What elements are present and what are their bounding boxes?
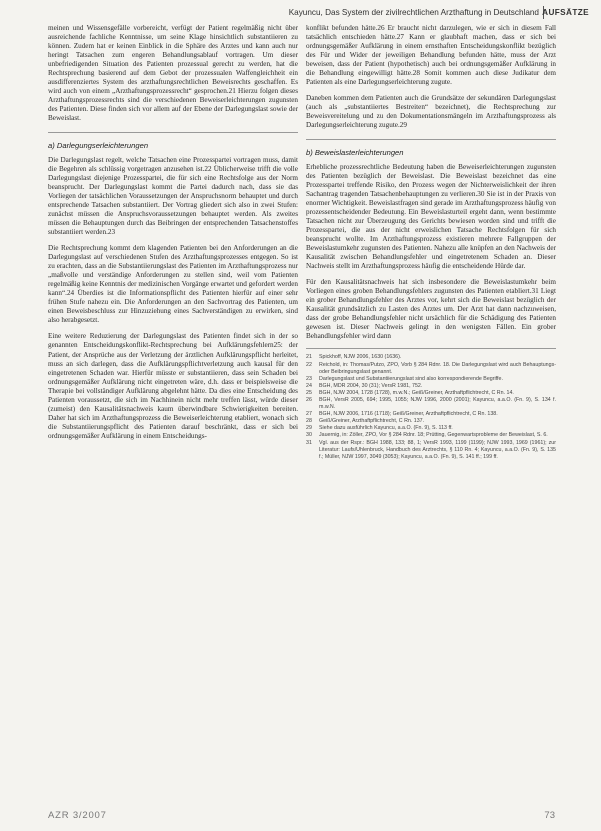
paragraph: Eine weitere Reduzierung der Darlegungslast des Patienten findet sich in der so genannten Entscheidungskonflikt-Rechtsprechung bei Aufklärungsfehlern25: der Patient, der Ansprüche aus der Verletzung der ärztlichen Aufklärungspflicht herleitet, muss an sich darlegen, dass die Aufklärungspflichtverletzung auch kausal für den eingetretenen Schaden war. Hierfür müsste er substantiieren, dass sein Schaden bei ordnungsgemäßer Aufklärung nicht eingetreten wäre, d.h. dass er beispielsweise die Therapie bei vollständiger Aufklärung abgelehnt hätte. Da dies eine Entscheidung des Patienten voraussetzt, die sich im Nachhinein nicht mehr treffen lässt, würde dieser (zumeist) den Kausalitätsnachweis kaum überwindbare Schwierigkeiten bereiten. Daher hat sich im Arzthaftungsprozess die Beweiserleichterung etabliert, wonach sich die Substantiierungspflicht des Patienten darauf beschränkt, dass er sich bei ordnungsgemäßer Aufklärung in einem Entscheidungs- <box>48 332 298 440</box>
footnote <box>306 418 556 425</box>
divider <box>306 139 556 140</box>
footnote-number: 30 <box>306 432 312 439</box>
section-heading-a: a) Darlegungserleichterungen <box>48 140 149 150</box>
footnote <box>306 376 556 383</box>
footnote-number: 21 <box>306 354 312 361</box>
footnote-number: 25 <box>306 389 312 396</box>
footnote-number: 23 <box>306 375 312 382</box>
footnote-number: 28 <box>306 418 312 425</box>
footnote <box>306 425 556 432</box>
right-column <box>306 24 556 461</box>
footnote-number: 27 <box>306 411 312 418</box>
footnote-text: Darlegungslast und Substantiierungslast sind also korrespondierende Begriffe. <box>319 375 503 382</box>
footnote <box>306 440 556 461</box>
footnote <box>306 432 556 439</box>
footnote-text: Spickhoff, NJW 2006, 1630 (1636). <box>319 354 402 361</box>
footnote-divider <box>306 348 556 349</box>
footnote-text: Siehe dazu ausführlich Kayuncu, a.a.O. (Fn. 9), S. 113 ff. <box>319 425 453 432</box>
journal-issue: AZR 3/2007 <box>48 810 107 821</box>
section-heading-b: b) Beweislasterleichterungen <box>306 147 404 157</box>
footnote-number: 31 <box>306 439 312 446</box>
footnote <box>306 397 556 411</box>
footnote-text: BGH, NJW 2004, 1728 (1728), m.w.N.; Geiß/Greiner, Arzthaftpflichtrecht, C Rn. 14. <box>319 389 514 396</box>
paragraph: Die Darlegungslast regelt, welche Tatsachen eine Prozesspartei vortragen muss, damit die Begehren als schlüssig vorgetragen anzusehen ist.22 Üblicherweise trifft die volle Darlegungslast diejenige Prozesspartei, die für sich eine Rechtsfolge aus der Norm beansprucht. Der Darlegungslast kommt die Partei dadurch nach, dass sie das Vorliegen der tatsächlichen Voraussetzungen der Anspruchsnorm behauptet und durch entsprechende Tatsachen substantiiert. Der Vortrag gliedert sich also in zwei Stufen: zunächst müssen die Anspruchsvoraussetzungen behauptet werden. Als zweites müssen die Behauptungen durch das Beibringen der entsprechenden Tatsachenstoffes substantiiert werden.23 <box>48 155 298 236</box>
running-header <box>0 6 601 20</box>
left-column <box>48 24 298 448</box>
paragraph: Daneben kommen dem Patienten auch die Grundsätze der sekundären Darlegungslast (auch als „substantiiertes Bestreiten“ bezeichnet), die Rechtsprechung zur Beweisvereitelung und zu den Dokumentationsmängeln im Arzthaftungsprozess als Darlegungserleichterung zugute.29 <box>306 94 556 130</box>
footnote-number: 22 <box>306 361 312 368</box>
footnote-text: BGH, MDR 2004, 30 (31); VersR 1981, 752. <box>319 382 423 389</box>
article-running-title: Kayuncu, Das System der zivilrechtlichen Arzthaftung in Deutschland <box>288 8 539 17</box>
footnote <box>306 411 556 418</box>
page-number: 73 <box>544 810 555 821</box>
footnote <box>306 354 556 361</box>
section-label: AUFSÄTZE <box>542 8 589 17</box>
paragraph: Für den Kausalitätsnachweis hat sich insbesondere die Beweislastumkehr beim Vorliegen eines groben Behandlungsfehlers zugunsten des Patienten etabliert.31 Liegt ein grober Behandlungsfehler des Arztes vor, kehrt sich die Beweislast bezüglich der Kausalität grundsätzlich zu Lasten des Arztes um. Der Arzt hat dann nachzuweisen, dass der grobe Behandlungsfehler nicht ursächlich für die Schädigung des Patienten gewesen ist. Dieser Nachweis gelingt in den wenigsten Fällen. Ein grober Behandlungsfehler wird dann <box>306 278 556 341</box>
footnote-text: BGH, NJW 2006, 1716 (1718); Geiß/Greiner, Arzthaftpflichtrecht, C Rn. 138. <box>319 411 498 418</box>
paragraph: Erhebliche prozessrechtliche Bedeutung haben die Beweiserleichterungen zugunsten des Patienten bezüglich der Beweislast. Die Beweislast bezeichnet das eine Prozesspartei treffende Risiko, den Prozess wegen der Nichterweislichkeit der ihren Sachantrag tragenden Tatsachenbehauptungen zu verlieren.30 Sie ist in der Praxis von enormer Wichtigkeit. Beweislastfragen sind gerade im Arzthaftungsprozess häufig von prozessentscheidender Bedeutung. Ein Beweislasturteil ergeht dann, wenn bestimmte Tatsachen nicht zur Überzeugung des Gerichts bewiesen worden sind und trifft die Prozesspartei, die aus der nicht erweislichen Tatsache Rechtsfolgen für sich beansprucht wollte. Im Arzthaftungsprozess existieren mehrere Fallgruppen der Beweislastumkehr zugunsten des Patienten. Nahezu alle knüpfen an den Nachweis der Kausalität zwischen Behandlungsfehler und eingetretenem Schaden an. Dieser Nachweis stellt im Arzthaftungsprozess häufig die entscheidende Hürde dar. <box>306 162 556 271</box>
divider <box>48 132 298 133</box>
footnote-text: Vgl. aus der Rspr.: BGH 1988, 133; 88, 1; VersR 1993, 1199 (1199); NJW 1993, 1969 (1961); zur Literatur: Laufs/Uhlenbruck, Handbuch des Arztrechts, § 110 Rn. 4; Kayuncu, a.a.O. (Fn. 9), S. 135 f.; Müller, NJW 1997, 3049 (3053); Kayuncu, a.a.O. (Fn. 9), S. 141 ff.; 199 ff. <box>319 439 556 460</box>
footnote-number: 26 <box>306 397 312 404</box>
footnote-text: Jauernig, in: Zöller, ZPO, Vor § 284 Rdnr. 18; Prütting, Gegenwartsprobleme der Beweislast, S. 6. <box>319 432 548 439</box>
footnote-number: 29 <box>306 425 312 432</box>
paragraph: meinen und Wissensgefälle vorbereicht, verfügt der Patient regelmäßig nicht über ausreichende fachliche Kenntnisse, um seine Klage hinsichtlich substantiieren zu können. Zudem hat er keinen Einblick in die Sphäre des Arztes und kann auch nur heringt Tatsachen zum engeren Behandlungsablauf vortragen. Um dieser unbefriedigenden Situation des Patienten prozessual gerecht zu werden, hat die Rechtsprechung basierend auf dem Gebot der prozessualen Waffengleichheit ein ausdifferenziertes System des arzthaftungsrechtlichen Beweisrechts geschaffen. Es wird auch von einem „Arzthaftungsprozessrecht“ gesprochen.21 Hierzu folgen dieses Arzthaftungsprozessrechts sind die verschiedenen Beweiserleichterungen zugunsten des Patienten. Diese finden sich vor allem auf der Ebene der Darlegungslast sowie der Beweislast. <box>48 24 298 123</box>
footnote-number: 24 <box>306 382 312 389</box>
footnote <box>306 383 556 390</box>
footnote-text: Reichold, in: Thomas/Putzo, ZPO, Vorb § 284 Rdnr. 18. Die Darlegungslast wird auch Behauptungs- oder Beibringungslast genannt. <box>319 361 556 375</box>
paragraph: konflikt befunden hätte.26 Er braucht nicht darzulegen, wie er sich in diesem Fall tatsächlich entschieden hätte.27 Kann er glaubhaft machen, dass er sich bei ordnungsgemäßer Aufklärung in einem ernsthaften Entscheidungskonflikt bezüglich des Für und Wider der jeweiligen Behandlung befunden hätte, muss der Arzt beweisen, dass der Patient (hypothetisch) auch bei ordnungsgemäßer Aufklärung in die Behandlung eingewilligt hätte.28 Somit kommen auch diese Judikatur dem Patienten als eine Darlegungserleichterung zugute. <box>306 24 556 87</box>
footnote-text: Geiß/Greiner, Arzthaftpflichtrecht, C Rn. 137. <box>319 418 425 425</box>
footnotes <box>306 354 556 460</box>
footnote <box>306 362 556 376</box>
footnote-text: BGH, VersR 2005, 694; 1995, 1055; NJW 1996, 2000 (2001); Kayuncu, a.a.O. (Fn. 9), S. 134 f. m.w.N. <box>319 397 556 411</box>
paragraph: Die Rechtsprechung kommt dem klagenden Patienten bei den Anforderungen an die Darlegungslast auf verschiedenen Stufen des Arzthaftungsprozesses entgegen. So ist zu erachten, dass an die Substantiierungslast des Patienten im Arzthaftungsprozess nur „maßvolle und verständige Anforderungen zu stellen sind, weil vom Patienten regelmäßig keine Kenntnis der medizinischen Vorgänge erwartet und gefordert werden kann“.24 Überdies ist die Informationspflicht des Patienten hierfür auf einer sehr frühen Stufe nahezu ein. Die Anforderungen an den Sachvortrag des Patienten, um einen Beweisbeschluss zur Hinzuziehung eines Sachverständigen zu erwirken, sind also herabgesetzt. <box>48 243 298 325</box>
footnote <box>306 390 556 397</box>
